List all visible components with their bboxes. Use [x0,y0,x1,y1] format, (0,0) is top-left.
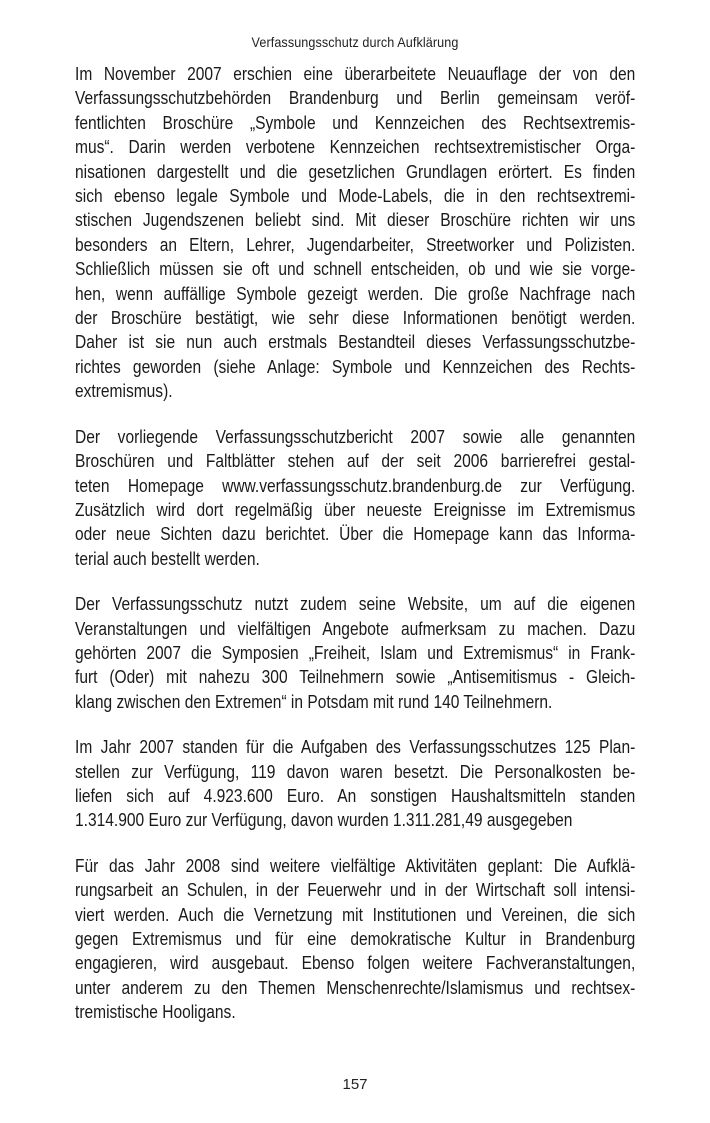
text-line: Im Jahr 2007 standen für die Aufgaben des Verfassungsschutzes 125 Plan- [75,736,636,758]
text-line: teten Homepage www.verfassungsschutz.brandenburg.de zur Verfügung. [75,474,636,496]
paragraph [75,854,635,1025]
text-line: Schließlich müssen sie oft und schnell entscheiden, ob und wie sie vorge- [75,258,636,280]
paragraph [75,735,635,833]
text-line: Der vorliegende Verfassungsschutzbericht 2007 sowie alle genannten [75,425,636,447]
paragraph [75,62,635,404]
paragraph [75,592,635,714]
running-header: Verfassungsschutz durch Aufklärung [251,34,459,50]
text-line: gegen Extremismus und für eine demokratische Kultur in Brandenburg [75,928,636,949]
text-line: sich ebenso legale Symbole und Mode-Labels, die in den rechtsextremi- [75,185,636,207]
text-line: Für das Jahr 2008 sind weitere vielfältige Aktivitäten geplant: Die Aufklä- [75,854,636,876]
text-line: nisationen dargestellt und die gesetzlichen Grundlagen erörtert. Es finden [75,160,636,182]
text-line: furt (Oder) mit nahezu 300 Teilnehmern sowie „Antisemitismus - Gleich- [75,666,636,688]
text-line: Verfassungsschutzbehörden Brandenburg und Berlin gemeinsam veröf- [75,87,636,109]
text-line: Zusätzlich wird dort regelmäßig über neueste Ereignisse im Extremismus [75,498,636,520]
body-text [75,62,635,1046]
text-line: fentlichten Broschüre „Symbole und Kennzeichen des Rechtsextremis- [75,111,636,133]
text-line: 1.314.900 Euro zur Verfügung, davon wurden 1.311.281,49 ausgegeben [75,809,573,831]
text-line: engagieren, wird ausgebaut. Ebenso folgen weitere Fachveranstaltungen, [75,952,636,974]
text-line: terial auch bestellt werden. [75,547,260,569]
text-line: Broschüren und Faltblätter stehen auf der seit 2006 barrierefrei gestal- [75,450,636,472]
text-line: besonders an Eltern, Lehrer, Jugendarbeiter, Streetworker und Polizisten. [75,233,636,255]
text-line: klang zwischen den Extremen“ in Potsdam mit rund 140 Teilnehmern. [75,690,553,712]
text-line: gehörten 2007 die Symposien „Freiheit, Islam und Extremismus“ in Frank- [75,641,636,663]
text-line: Veranstaltungen und vielfältigen Angebote aufmerksam zu machen. Dazu [75,617,636,639]
text-line: stischen Jugendszenen beliebt sind. Mit dieser Broschüre richten wir uns [75,209,636,231]
text-line: Daher ist sie nun auch erstmals Bestandteil dieses Verfassungsschutzbe- [75,331,636,353]
text-line: mus“. Darin werden verbotene Kennzeichen rechtsextremistischer Orga- [75,136,636,158]
text-line: hen, wenn auffällige Symbole gezeigt werden. Die große Nachfrage nach [75,282,636,304]
text-line: der Broschüre bestätigt, wie sehr diese Informationen benötigt werden. [75,307,636,329]
text-line: liefen sich auf 4.923.600 Euro. An sonstigen Haushaltsmitteln standen [75,784,636,806]
text-line: oder neue Sichten dazu berichtet. Über die Homepage kann das Informa- [75,523,636,545]
text-line: richtes geworden (siehe Anlage: Symbole und Kennzeichen des Rechts- [75,355,636,377]
text-line: tremistische Hooligans. [75,1001,236,1023]
text-line: unter anderem zu den Themen Menschenrechte/Islamismus und rechtsex- [75,976,636,998]
paragraph [75,425,635,571]
text-line: rungsarbeit an Schulen, in der Feuerwehr und in der Wirtschaft soll intensi- [75,879,636,901]
page-number: 157 [342,1076,368,1093]
text-line: viert werden. Auch die Vernetzung mit Institutionen und Vereinen, die sich [75,903,636,925]
text-line: Der Verfassungsschutz nutzt zudem seine Website, um auf die eigenen [75,593,636,615]
text-line: Im November 2007 erschien eine überarbeitete Neuauflage der von den [75,63,636,84]
text-line: stellen zur Verfügung, 119 davon waren besetzt. Die Personalkosten be- [75,760,636,782]
text-line: extremismus). [75,380,173,402]
